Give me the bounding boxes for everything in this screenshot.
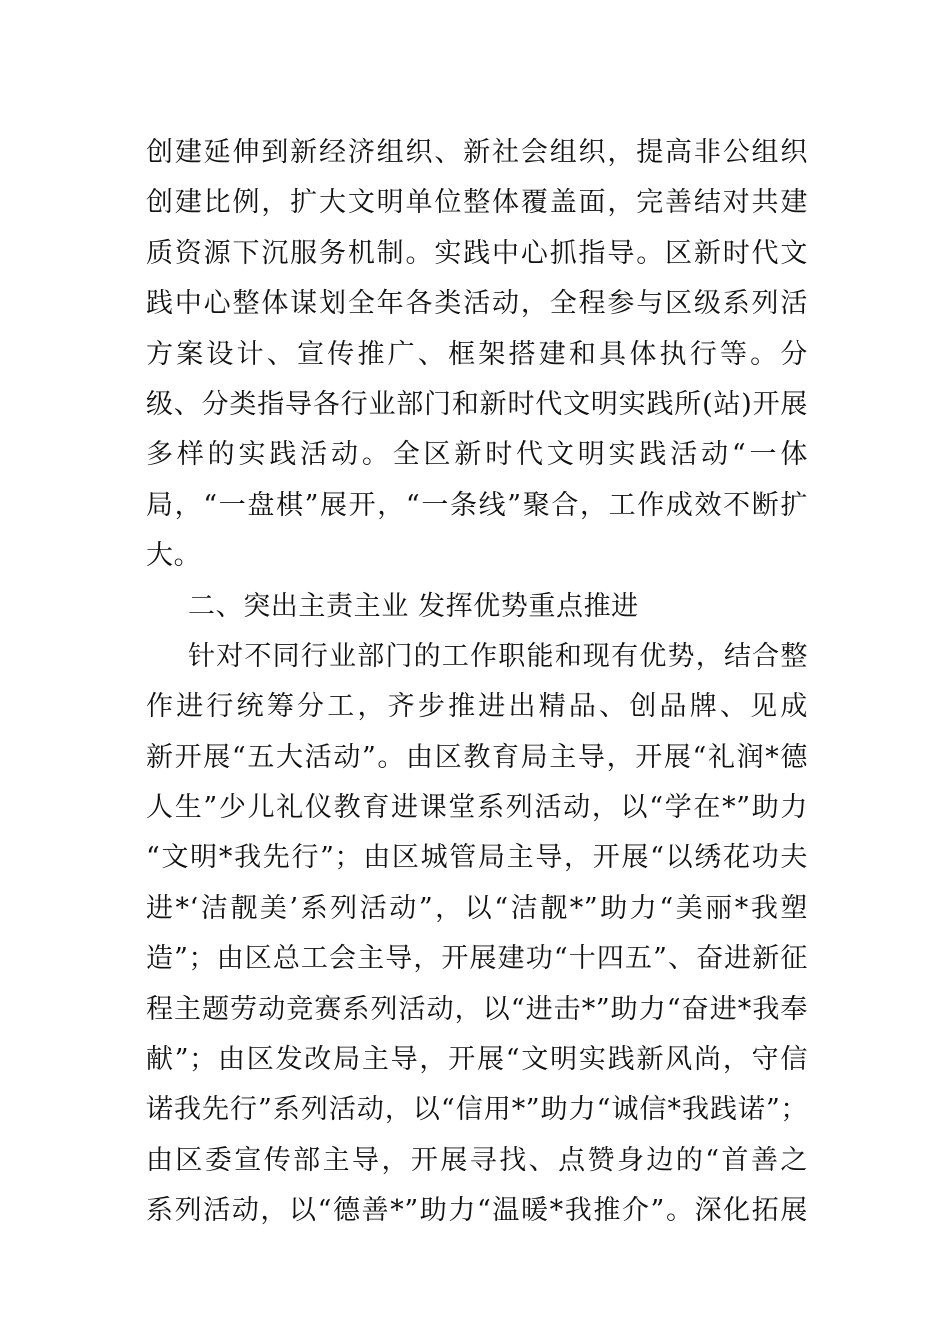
document-body bbox=[146, 128, 808, 1237]
text-line: “文明*我先行”；由区城管局主导，开展“以绣花功夫 bbox=[146, 842, 808, 874]
text-line: 诺我先行”系列活动，以“信用*”助力“诚信*我践诺”； bbox=[146, 1094, 808, 1126]
text-line: 造”；由区总工会主导，开展建功“十四五”、奋进新征 bbox=[146, 943, 808, 975]
text-line: 局，“一盘棋”展开，“一条线”聚合，工作成效不断扩 bbox=[146, 489, 808, 521]
text-line: 质资源下沉服务机制。实践中心抓指导。区新时代文 bbox=[146, 237, 808, 269]
text-line: 级、分类指导各行业部门和新时代文明实践所(站)开展 bbox=[146, 388, 808, 420]
text-line: 系列活动，以“德善*”助力“温暖*我推介”。深化拓展 bbox=[146, 1195, 808, 1227]
text-line: 大。 bbox=[146, 540, 202, 572]
text-line: 程主题劳动竞赛系列活动，以“进击*”助力“奋进*我奉 bbox=[146, 993, 808, 1025]
text-line: 由区委宣传部主导，开展寻找、点赞身边的“首善之 bbox=[146, 1144, 808, 1176]
text-line: 献”；由区发改局主导，开展“文明实践新风尚，守信 bbox=[146, 1044, 808, 1076]
text-line: 人生”少儿礼仪教育进课堂系列活动，以“学在*”助力 bbox=[146, 792, 808, 824]
text-line: 针对不同行业部门的工作职能和现有优势，结合整 bbox=[188, 640, 808, 672]
text-line: 创建比例，扩大文明单位整体覆盖面，完善结对共建 bbox=[146, 187, 808, 219]
text-line: 新开展“五大活动”。由区教育局主导，开展“礼润*德 bbox=[146, 741, 808, 773]
section-heading: 二、突出主责主业 发挥优势重点推进 bbox=[188, 590, 639, 622]
text-line: 进*‘洁靓美’系列活动”，以“洁靓*”助力“美丽*我塑 bbox=[146, 892, 808, 924]
text-line: 多样的实践活动。全区新时代文明实践活动“一体 bbox=[146, 439, 808, 471]
text-line: 作进行统筹分工，齐步推进出精品、创品牌、见成 bbox=[146, 691, 808, 723]
text-line: 践中心整体谋划全年各类活动，全程参与区级系列活 bbox=[146, 288, 808, 320]
text-line: 创建延伸到新经济组织、新社会组织，提高非公组织 bbox=[146, 137, 808, 168]
text-line: 方案设计、宣传推广、框架搭建和具体执行等。分 bbox=[146, 338, 808, 370]
